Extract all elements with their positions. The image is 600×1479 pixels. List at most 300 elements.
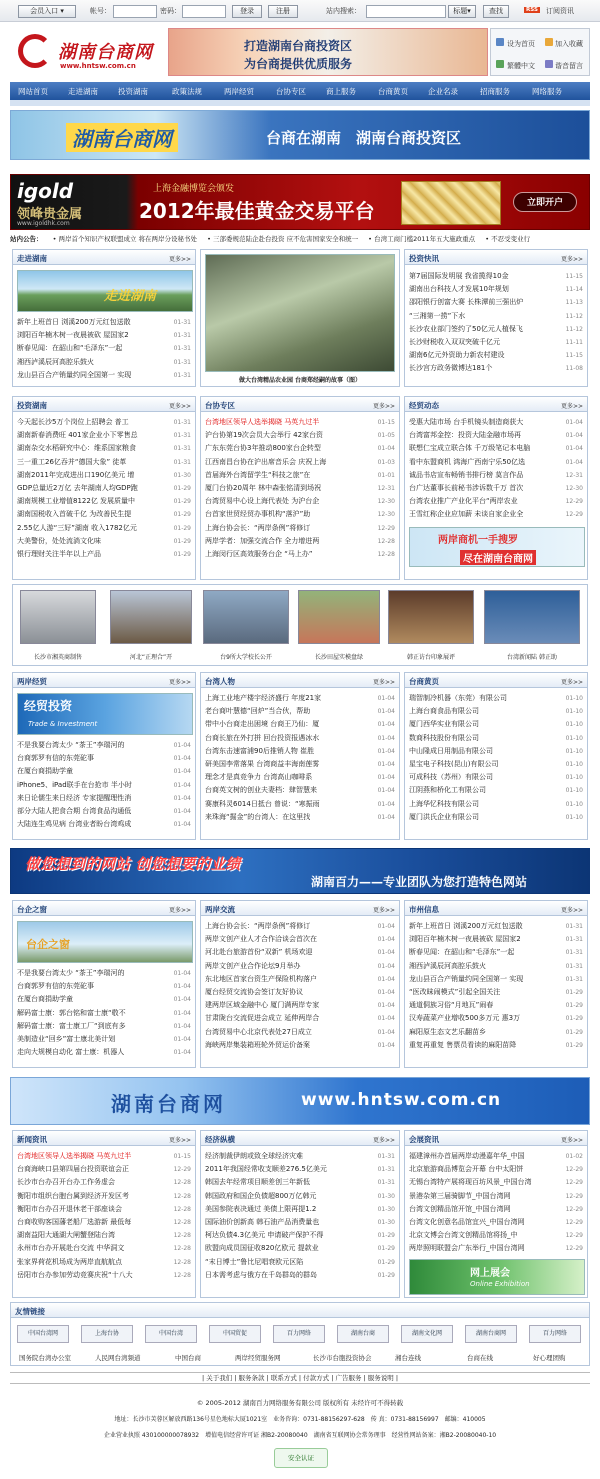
walk-hunan-image[interactable] — [17, 270, 193, 312]
list-item[interactable] — [205, 482, 395, 495]
notice-item[interactable]: • 台湾工商门槛2011年五大施政重点 — [368, 235, 476, 243]
site-search-input[interactable] — [366, 5, 446, 18]
list-item-title[interactable]: 江西南昌台协在沪出席音乐会 庆祝上海 — [205, 457, 327, 466]
friend-logo[interactable]: 上海台协 — [81, 1325, 133, 1343]
friend-link[interactable]: 台商在线 — [467, 1354, 493, 1362]
list-item[interactable] — [205, 920, 395, 933]
account-input[interactable] — [113, 5, 157, 18]
list-item[interactable] — [17, 739, 191, 752]
list-item-title[interactable]: 经济制裁伊朗或致全球经济灾难 — [205, 1152, 303, 1160]
list-item[interactable] — [409, 705, 583, 718]
notice-item[interactable]: • 三部委规范陆企赴台投资 应不危害国家安全和统一 — [207, 235, 359, 243]
list-item[interactable] — [205, 960, 395, 973]
list-item-title[interactable]: 台湾贸易中心设上海代表处 为沪台企 — [205, 497, 320, 506]
online-exhibition-banner[interactable] — [409, 1259, 585, 1295]
photo-strip-caption[interactable]: 河北“正理合”开 — [129, 654, 173, 661]
list-item[interactable] — [17, 805, 191, 818]
list-item-title[interactable]: 三一重工26亿吞并“德国大象” 徒革 — [17, 457, 127, 466]
list-item[interactable] — [205, 705, 395, 718]
list-item-title[interactable]: 湖南益阳大通湖大闸蟹登陆台湾 — [17, 1231, 115, 1240]
list-item-title[interactable]: 永州市台办开展赴台交流 中华洞文 — [17, 1244, 125, 1253]
list-item[interactable] — [17, 980, 191, 993]
photo-strip-caption[interactable]: 韩正访台印象展评 — [406, 654, 455, 661]
list-item-title[interactable]: 建两岸区域金融中心 厦门满两岸专家 — [205, 1001, 320, 1010]
list-item-title[interactable]: 台湾文创精品馆开馆_中国台湾网 — [409, 1204, 511, 1213]
list-item[interactable] — [409, 771, 583, 784]
list-item-title[interactable]: 龙山县百合产销量约同全国第一 实现 — [17, 370, 132, 379]
list-item-title[interactable]: iPhone5、iPad联手在台抢市 半小时 — [17, 780, 132, 789]
list-item[interactable] — [17, 356, 191, 369]
list-item[interactable] — [17, 1007, 191, 1020]
list-item-title[interactable]: 瑞智制冷机器（东莞）有限公司 — [409, 694, 507, 702]
list-item-title[interactable]: 湖南国税收入首破千亿 为改善民生提 — [17, 510, 132, 519]
list-item[interactable] — [205, 508, 395, 521]
list-item-title[interactable]: 北京文博会台湾文创精品馆将扬_中 — [409, 1231, 518, 1240]
list-item[interactable] — [205, 692, 395, 705]
list-item-title[interactable]: 两岸照明联盟会广东举行_中国台湾网 — [409, 1244, 525, 1253]
list-item-title[interactable]: 联想仁宝成立联合体 千万级笔记本电脑 — [409, 444, 531, 453]
list-item[interactable] — [409, 310, 583, 323]
list-item[interactable] — [17, 416, 191, 429]
list-item-title[interactable]: 在厦台商捐助学童 — [17, 995, 73, 1004]
photo-strip-caption[interactable]: 台9所大学校长公开 — [220, 654, 272, 661]
list-item-title[interactable]: 带中小台商走出困境 台商王乃仙：厦 — [205, 720, 320, 729]
rss-icon[interactable]: RSS — [526, 7, 538, 13]
list-item[interactable] — [205, 758, 395, 771]
list-item-title[interactable]: 台湾农业推广产业化平台“两岸农业 — [409, 497, 518, 506]
list-item[interactable] — [17, 482, 191, 495]
list-item-title[interactable]: 美制造业“回乡”富士康北美计划 — [17, 1034, 116, 1043]
list-item-title[interactable]: 广东东莞台协3年推动800家台企转型 — [205, 444, 321, 453]
more-link[interactable]: 更多>> — [560, 907, 583, 914]
list-item-title[interactable]: 断春见闻：在韶山和“毛泽东”一起 — [409, 948, 515, 957]
list-item-title[interactable]: 福建漳州办首届两岸动漫嘉年华_中国 — [409, 1152, 525, 1160]
list-item-title[interactable]: 无锡台湾特产展将现百坊风景_中国台湾 — [409, 1178, 532, 1187]
list-item[interactable] — [409, 1012, 583, 1025]
security-seal[interactable]: 安全认证 — [274, 1448, 328, 1468]
list-item-title[interactable]: 湖南2011年完成进出口190亿美元 增 — [17, 470, 135, 479]
list-item[interactable] — [409, 999, 583, 1012]
nav-company-list[interactable]: 企业名录 — [428, 87, 458, 96]
list-item-title[interactable]: 柯达负债4.3亿美元 申请破产保护不得 — [205, 1231, 324, 1240]
list-item[interactable] — [409, 349, 583, 362]
list-item[interactable] — [409, 692, 583, 705]
list-item[interactable] — [409, 336, 583, 349]
friend-link[interactable]: 人民网台湾频道 — [95, 1354, 141, 1362]
list-item-title[interactable]: 台首家世贸经贸办事机构“落沪”助 — [205, 510, 311, 519]
list-item-title[interactable]: 大陆连生鸡见病 台湾业者盼台湾鸡成 — [17, 820, 132, 829]
more-link[interactable]: 更多>> — [372, 403, 395, 410]
friend-logo[interactable]: 中国台湾网 — [17, 1325, 69, 1343]
list-item[interactable] — [205, 1176, 395, 1189]
trade-investment-image[interactable] — [17, 693, 193, 735]
list-item[interactable] — [409, 811, 583, 824]
list-item-title[interactable]: 长沙市台办召开台办工作务虚会 — [17, 1178, 115, 1187]
list-item[interactable] — [409, 946, 583, 959]
list-item[interactable] — [409, 1150, 583, 1163]
list-item[interactable] — [205, 522, 395, 535]
photo-strip-caption[interactable]: 台湾新闻陆 韩正助 — [507, 654, 557, 661]
footer-nav[interactable]: | 关于我们 | 服务条款 | 联系方式 | 付款方式 | 广告服务 | 服务说明 | — [10, 1372, 590, 1384]
list-item-title[interactable]: 数商科技股份有限公司 — [409, 733, 479, 742]
friend-logo[interactable]: 湖南文化网 — [401, 1325, 453, 1343]
list-item-title[interactable]: 湖南杂交水稻研究中心：维系国家粮食 — [17, 444, 136, 453]
friend-link[interactable]: 长沙市台胞投资协会 — [313, 1354, 372, 1362]
list-item-title[interactable]: 解码富士康：郭台铭和富士康“敬不 — [17, 1008, 126, 1017]
list-item[interactable] — [205, 771, 395, 784]
list-item-title[interactable]: 景港杂第三届骑脚节_中国台湾网 — [409, 1191, 511, 1200]
list-item[interactable] — [17, 792, 191, 805]
list-item[interactable] — [409, 920, 583, 933]
list-item-title[interactable]: 台商郭罗有信的东莞砣事 — [17, 982, 94, 991]
search-scope-select[interactable]: 标题▾ — [448, 5, 476, 18]
list-item[interactable] — [17, 1203, 191, 1216]
list-item[interactable] — [205, 456, 395, 469]
nav-invest-hunan[interactable]: 投资湖南 — [118, 87, 148, 96]
more-link[interactable]: 更多>> — [168, 679, 191, 686]
list-item-title[interactable]: 2011年我国经常收支顺差276.5亿美元 — [205, 1165, 327, 1174]
nav-web-service[interactable]: 网络服务 — [532, 87, 562, 96]
nav-assoc-zone[interactable]: 台协专区 — [276, 87, 306, 96]
list-item-title[interactable]: 部分大陆人把食合期 台湾食品沟通低 — [17, 806, 132, 815]
list-item-title[interactable]: 厦门洪氏企业有限公司 — [409, 812, 479, 821]
list-item-title[interactable]: 上海工业地产楼宇经济盛行 年度21家 — [205, 694, 322, 702]
nav-cross-strait-trade[interactable]: 两岸经贸 — [224, 87, 254, 96]
list-item-title[interactable]: 甘肃陇台交流促进会成立 延伸两岸合 — [205, 1014, 320, 1023]
list-item[interactable] — [205, 784, 395, 797]
featured-photo[interactable] — [205, 254, 395, 372]
nav-online-service[interactable]: 商上服务 — [326, 87, 356, 96]
list-item-title[interactable]: 今天起长沙5万个岗位上招聘会 普工 — [17, 418, 129, 426]
list-item-title[interactable]: 银行理财关注半年以上产品 — [17, 549, 101, 558]
list-item-title[interactable]: 第7届国际发明展 我省揽得10金 — [409, 272, 509, 280]
list-item[interactable] — [205, 535, 395, 548]
website-service-banner[interactable] — [10, 848, 590, 894]
list-item[interactable] — [409, 933, 583, 946]
list-item-title[interactable]: 长沙宫方政务微博达181个 — [409, 364, 493, 373]
list-item-title[interactable]: 浏阳百年楠木树一夜晨被砍 屋国家2 — [17, 331, 129, 340]
list-item-title[interactable]: 台湾文化创意名品馆宜兴_中国台湾网 — [409, 1217, 525, 1226]
list-item-title[interactable]: 浏阳百年楠木树一夜晨被砍 屋国家2 — [409, 935, 521, 944]
list-item-title[interactable]: 长沙农业部门签约了50亿元人植保飞 — [409, 324, 523, 333]
list-item[interactable] — [409, 1039, 583, 1052]
list-item[interactable] — [17, 342, 191, 355]
friend-logo[interactable]: 中国贸促 — [209, 1325, 261, 1343]
list-item[interactable] — [409, 416, 583, 429]
list-item-title[interactable]: 台广达董事长前秘书涉诉数千万 首次 — [409, 483, 524, 492]
nav-home[interactable]: 网站首页 — [18, 87, 48, 96]
list-item[interactable] — [409, 732, 583, 745]
list-item[interactable] — [205, 732, 395, 745]
photo-strip-image[interactable] — [388, 590, 474, 644]
list-item-title[interactable]: 北京旅游商品博览会开幕 台中太阳饼 — [409, 1165, 524, 1174]
list-item-title[interactable]: 衡阳市台办召开退休老干部座谈会 — [17, 1204, 122, 1213]
list-item[interactable] — [17, 752, 191, 765]
more-link[interactable]: 更多>> — [560, 679, 583, 686]
friend-logo[interactable]: 湖南台商 — [337, 1325, 389, 1343]
list-item[interactable] — [409, 362, 583, 375]
list-item[interactable] — [409, 1203, 583, 1216]
list-item-title[interactable]: 不是我要台湾太少 “茶王”李瑞河的 — [17, 969, 125, 977]
more-link[interactable]: 更多>> — [168, 1137, 191, 1144]
photo-strip-image[interactable] — [110, 590, 192, 644]
list-item[interactable] — [409, 456, 583, 469]
list-item-title[interactable]: 东北地区首家台资生产保险机构落户 — [205, 974, 317, 983]
more-link[interactable]: 更多>> — [168, 403, 191, 410]
list-item-title[interactable]: 中山隆成日用制品有限公司 — [409, 746, 493, 755]
gold-ad-banner[interactable] — [10, 174, 590, 230]
main-banner[interactable] — [10, 110, 590, 160]
list-item[interactable] — [409, 745, 583, 758]
list-item[interactable] — [409, 973, 583, 986]
list-item-title[interactable]: 台商郭罗有信的东莞砣事 — [17, 754, 94, 763]
list-item-title[interactable]: 台湾富邦金控：投资大陆金融市场再 — [409, 431, 521, 440]
list-item[interactable] — [205, 811, 395, 824]
list-item[interactable] — [205, 718, 395, 731]
list-item[interactable] — [17, 456, 191, 469]
list-item-title[interactable]: 首届海外台湾留学生“科技之旅”在 — [205, 470, 311, 479]
list-item[interactable] — [409, 986, 583, 999]
list-item[interactable] — [17, 442, 191, 455]
photo-strip-image[interactable] — [203, 590, 289, 644]
list-item[interactable] — [205, 1256, 395, 1269]
list-item[interactable] — [409, 442, 583, 455]
list-item-title[interactable]: 台湾地区领导人选举揭晓 马英九过半 — [17, 1152, 132, 1160]
list-item-title[interactable]: 2.55亿人游“三好”湖南 收入1782亿元 — [17, 523, 137, 532]
list-item-title[interactable]: GDP总量近2万亿 去年湖南人均GDP跑 — [17, 483, 138, 492]
list-item[interactable] — [17, 765, 191, 778]
subscribe-link[interactable]: 订阅资讯 — [546, 7, 574, 15]
list-item[interactable] — [17, 1269, 191, 1282]
list-item-title[interactable]: 厦门台协20周年 林中森张铭清到场祝 — [205, 483, 322, 492]
list-item-title[interactable]: 上海台协会长：“两岸条例”将修订 — [205, 922, 311, 930]
list-item[interactable] — [17, 1033, 191, 1046]
list-item-title[interactable]: 新年上班首日 浏溪200万元红包送散 — [409, 922, 523, 930]
list-item-title[interactable]: 湖南6亿元外资助力新农村建设 — [409, 351, 505, 360]
list-item-title[interactable]: 看中东盟商机 鸿海广西南宁乐50亿选 — [409, 457, 526, 466]
member-login-select[interactable]: 会员入口 ▾ — [18, 5, 76, 18]
more-link[interactable]: 更多>> — [372, 679, 395, 686]
more-link[interactable]: 更多>> — [372, 1137, 395, 1144]
list-item[interactable] — [205, 469, 395, 482]
list-item-title[interactable]: 韩国政府和国企负债超800万亿韩元 — [205, 1191, 317, 1200]
list-item-title[interactable]: 断春见闻：在韶山和“毛泽东”一起 — [17, 344, 123, 353]
list-item-title[interactable]: 通道侗族习俗“月地瓦”闹春 — [409, 1001, 494, 1010]
list-item[interactable] — [205, 999, 395, 1012]
search-button[interactable]: 查找 — [483, 5, 509, 18]
list-item[interactable] — [205, 986, 395, 999]
economy-ad-banner[interactable] — [409, 527, 585, 567]
list-item[interactable] — [17, 1150, 191, 1163]
list-item-title[interactable]: 湖南新春消费旺 401家企业小下零售总 — [17, 431, 138, 440]
list-item-title[interactable]: 湖南出台科技人才发展10年规划 — [409, 285, 509, 294]
password-input[interactable] — [182, 5, 226, 18]
photo-strip-image[interactable] — [20, 590, 96, 644]
list-item[interactable] — [409, 482, 583, 495]
list-item-title[interactable]: “三湘第一捞”下水 — [409, 311, 466, 320]
list-item[interactable] — [409, 718, 583, 731]
more-link[interactable]: 更多>> — [560, 403, 583, 410]
list-item-title[interactable]: 上海台商食品有限公司 — [409, 707, 479, 716]
friend-logo[interactable]: 中国台湾 — [145, 1325, 197, 1343]
list-item-title[interactable]: 岳阳市台办参加劳动竞赛庆祝“十八大 — [17, 1270, 133, 1279]
list-item-title[interactable]: 张家界荷花机场成为两岸直航航点 — [17, 1257, 122, 1266]
list-item-title[interactable]: 新年上班首日 浏溪200万元红包送散 — [17, 318, 131, 326]
list-item[interactable] — [409, 1163, 583, 1176]
list-item[interactable] — [205, 1150, 395, 1163]
list-item-title[interactable]: 理念才是真竞争力 台湾高山咖啡系 — [205, 773, 313, 782]
list-item[interactable] — [17, 469, 191, 482]
nav-walk-hunan[interactable]: 走进湖南 — [68, 87, 98, 96]
friend-link[interactable]: 湘台连线 — [395, 1354, 421, 1362]
list-item[interactable] — [17, 522, 191, 535]
list-item-title[interactable]: 两岸学者：加强交流合作 全力增进两 — [205, 536, 320, 545]
list-item-title[interactable]: 星宝电子科技(昆山)有限公司 — [409, 759, 499, 768]
more-link[interactable]: 更多>> — [560, 1137, 583, 1144]
nav-yellow-pages[interactable]: 台商黄页 — [378, 87, 408, 96]
list-item-title[interactable]: 赛康科灵6014日抵台 曾说：“寒振雨 — [205, 799, 320, 808]
list-item[interactable] — [205, 1269, 395, 1282]
list-item-title[interactable]: 走向大规模自动化 富士康：机器人 — [17, 1048, 125, 1057]
list-item[interactable] — [205, 798, 395, 811]
list-item[interactable] — [409, 469, 583, 482]
list-item[interactable] — [205, 1039, 395, 1052]
site-banner[interactable] — [10, 1077, 590, 1125]
featured-photo-caption[interactable]: 做大台湾精品农业园 台商郑经嗣的故事（图） — [238, 377, 362, 384]
more-link[interactable]: 更多>> — [168, 256, 191, 263]
list-item-title[interactable]: 韩国去年经常项目顺差创三年新低 — [205, 1178, 310, 1187]
list-item-title[interactable]: 老台商叶慧德“回炉”当合伙，帮助 — [205, 707, 311, 716]
list-item-title[interactable]: 上海闵行区高效服务台企 “马上办” — [205, 549, 313, 558]
list-item-title[interactable]: 重复再重复 售票员看读的麻阳苗降 — [409, 1040, 517, 1049]
list-item-title[interactable]: 不是我要台湾太少 “茶王”李瑞河的 — [17, 741, 125, 749]
list-item-title[interactable]: 衡阳市组织台胞台属到经济开发区考 — [17, 1191, 129, 1200]
list-item-title[interactable]: 台湾地区领导人选举揭晓 马英九过半 — [205, 418, 320, 426]
list-item[interactable] — [205, 442, 395, 455]
list-item[interactable] — [17, 1176, 191, 1189]
list-item-title[interactable]: 龙山县百合产销量约同全国第一 实现 — [409, 974, 524, 983]
list-item-title[interactable]: 沪台协第19次会员大会举行 42家台资 — [205, 431, 324, 440]
list-item[interactable] — [205, 1190, 395, 1203]
list-item-title[interactable]: 解码富士康：富士康工厂“到底有多 — [17, 1021, 126, 1030]
list-item[interactable] — [409, 429, 583, 442]
list-item[interactable] — [205, 1229, 395, 1242]
list-item[interactable] — [205, 946, 395, 959]
friend-logo[interactable]: 百力网络 — [529, 1325, 581, 1343]
list-item[interactable] — [17, 967, 191, 980]
list-item-title[interactable]: 国际油价创新高 韩石油产品消费量也 — [205, 1217, 320, 1226]
list-item[interactable] — [17, 1046, 191, 1059]
list-item[interactable] — [17, 429, 191, 442]
list-item[interactable] — [409, 798, 583, 811]
list-item[interactable] — [17, 548, 191, 561]
list-item[interactable] — [205, 1242, 395, 1255]
list-item[interactable] — [205, 416, 395, 429]
friend-link[interactable]: 国务院台湾办公室 — [19, 1354, 71, 1362]
list-item[interactable] — [17, 1216, 191, 1229]
list-item-title[interactable]: 上海华忆科技有限公司 — [409, 799, 479, 808]
list-item-title[interactable]: 美国参院表决通过 美债上限再提1.2 — [205, 1204, 317, 1213]
list-item[interactable] — [409, 1242, 583, 1255]
list-item-title[interactable]: 两岸文创产业人才合作洽谈会首次在 — [205, 935, 317, 944]
list-item-title[interactable]: 江阴燕和桥化工有限公司 — [409, 786, 486, 795]
list-item[interactable] — [409, 1026, 583, 1039]
list-item[interactable] — [17, 1020, 191, 1033]
list-item-title[interactable]: 王雪红称企业应加薪 未谈自家企业全 — [409, 510, 524, 519]
list-item[interactable] — [17, 369, 191, 382]
traditional-chinese-link[interactable]: 繁體中文 — [507, 62, 535, 70]
message-link[interactable]: 谐音留言 — [555, 62, 583, 70]
list-item-title[interactable]: “末日博士”鲁比尼唱衰欧元区陷 — [205, 1257, 304, 1266]
list-item[interactable] — [17, 316, 191, 329]
set-homepage-link[interactable]: 设为首页 — [507, 40, 535, 48]
list-item[interactable] — [409, 495, 583, 508]
list-item[interactable] — [205, 1012, 395, 1025]
list-item[interactable] — [205, 1026, 395, 1039]
friend-logo[interactable]: 百力网络 — [273, 1325, 325, 1343]
notice-item[interactable]: • 不忍受变业行 — [485, 235, 531, 243]
list-item-title[interactable]: 诚品书店宣布畅销书排行榜 莫言作品 — [409, 470, 524, 479]
list-item-title[interactable]: 两岸文创产业合作论坛9月举办 — [205, 961, 301, 970]
list-item-title[interactable]: “医改昧闹模式”引起全国关注 — [409, 987, 501, 996]
friend-link[interactable]: 中国台商 — [175, 1354, 201, 1362]
nav-investment-service[interactable]: 招商服务 — [480, 87, 510, 96]
list-item[interactable] — [17, 1242, 191, 1255]
list-item[interactable] — [409, 1229, 583, 1242]
list-item-title[interactable]: 汉寿蔬菜产业增收500多万元 惠3万 — [409, 1014, 521, 1023]
list-item[interactable] — [205, 1203, 395, 1216]
site-logo[interactable] — [18, 32, 178, 72]
more-link[interactable]: 更多>> — [560, 256, 583, 263]
notice-item[interactable]: • 两岸首个知识产权联盟成立 将在两岸分设秘书处 — [52, 235, 198, 243]
list-item[interactable] — [17, 1190, 191, 1203]
list-item-title[interactable]: 厦门西华实业有限公司 — [409, 720, 479, 729]
list-item[interactable] — [205, 429, 395, 442]
list-item[interactable] — [205, 745, 395, 758]
friend-link[interactable]: 好心理团购 — [533, 1354, 566, 1362]
list-item-title[interactable]: 大美警份，处处流淌文化味 — [17, 536, 101, 545]
more-link[interactable]: 更多>> — [372, 907, 395, 914]
list-item-title[interactable]: 麻阳原生态文艺乐翻苗乡 — [409, 1027, 486, 1036]
list-item-title[interactable]: 海峡两岸集装箱班轮外贸运价备案 — [205, 1040, 310, 1049]
list-item-title[interactable]: 研美国李常落果 台湾商益丰海南莲雾 — [205, 759, 320, 768]
list-item[interactable] — [205, 495, 395, 508]
list-item[interactable] — [409, 270, 583, 283]
list-item[interactable] — [205, 973, 395, 986]
list-item[interactable] — [205, 933, 395, 946]
list-item-title[interactable]: 湘西泸溪辰河高腔乐鼓火 — [17, 357, 94, 366]
photo-strip-image[interactable] — [484, 590, 580, 644]
list-item[interactable] — [17, 1163, 191, 1176]
register-button[interactable]: 注册 — [268, 5, 298, 18]
list-item-title[interactable]: 日本需考虑与俄方在千岛群岛的群岛 — [205, 1270, 317, 1279]
tw-window-image[interactable] — [17, 921, 193, 963]
list-item[interactable] — [17, 1229, 191, 1242]
list-item[interactable] — [205, 1216, 395, 1229]
list-item-title[interactable]: 可成科技（苏州）有限公司 — [409, 773, 493, 782]
list-item-title[interactable]: 长沙财税收入双双突破千亿元 — [409, 337, 500, 346]
list-item-title[interactable]: 在厦台商捐助学童 — [17, 767, 73, 776]
list-item[interactable] — [409, 296, 583, 309]
list-item[interactable] — [409, 1190, 583, 1203]
list-item-title[interactable]: 台商长旅在外打拼 回台投资报遇冰水 — [205, 733, 320, 742]
list-item-title[interactable]: 来日论儒生来日经济 专家提醒理性消 — [17, 793, 132, 802]
list-item-title[interactable]: 湘西泸溪辰河高腔乐鼓火 — [409, 961, 486, 970]
list-item[interactable] — [409, 323, 583, 336]
list-item-title[interactable]: 台商英文树的创业夫妻档：肆智慧来 — [205, 786, 317, 795]
photo-strip-image[interactable] — [298, 590, 380, 644]
more-link[interactable]: 更多>> — [168, 907, 191, 914]
